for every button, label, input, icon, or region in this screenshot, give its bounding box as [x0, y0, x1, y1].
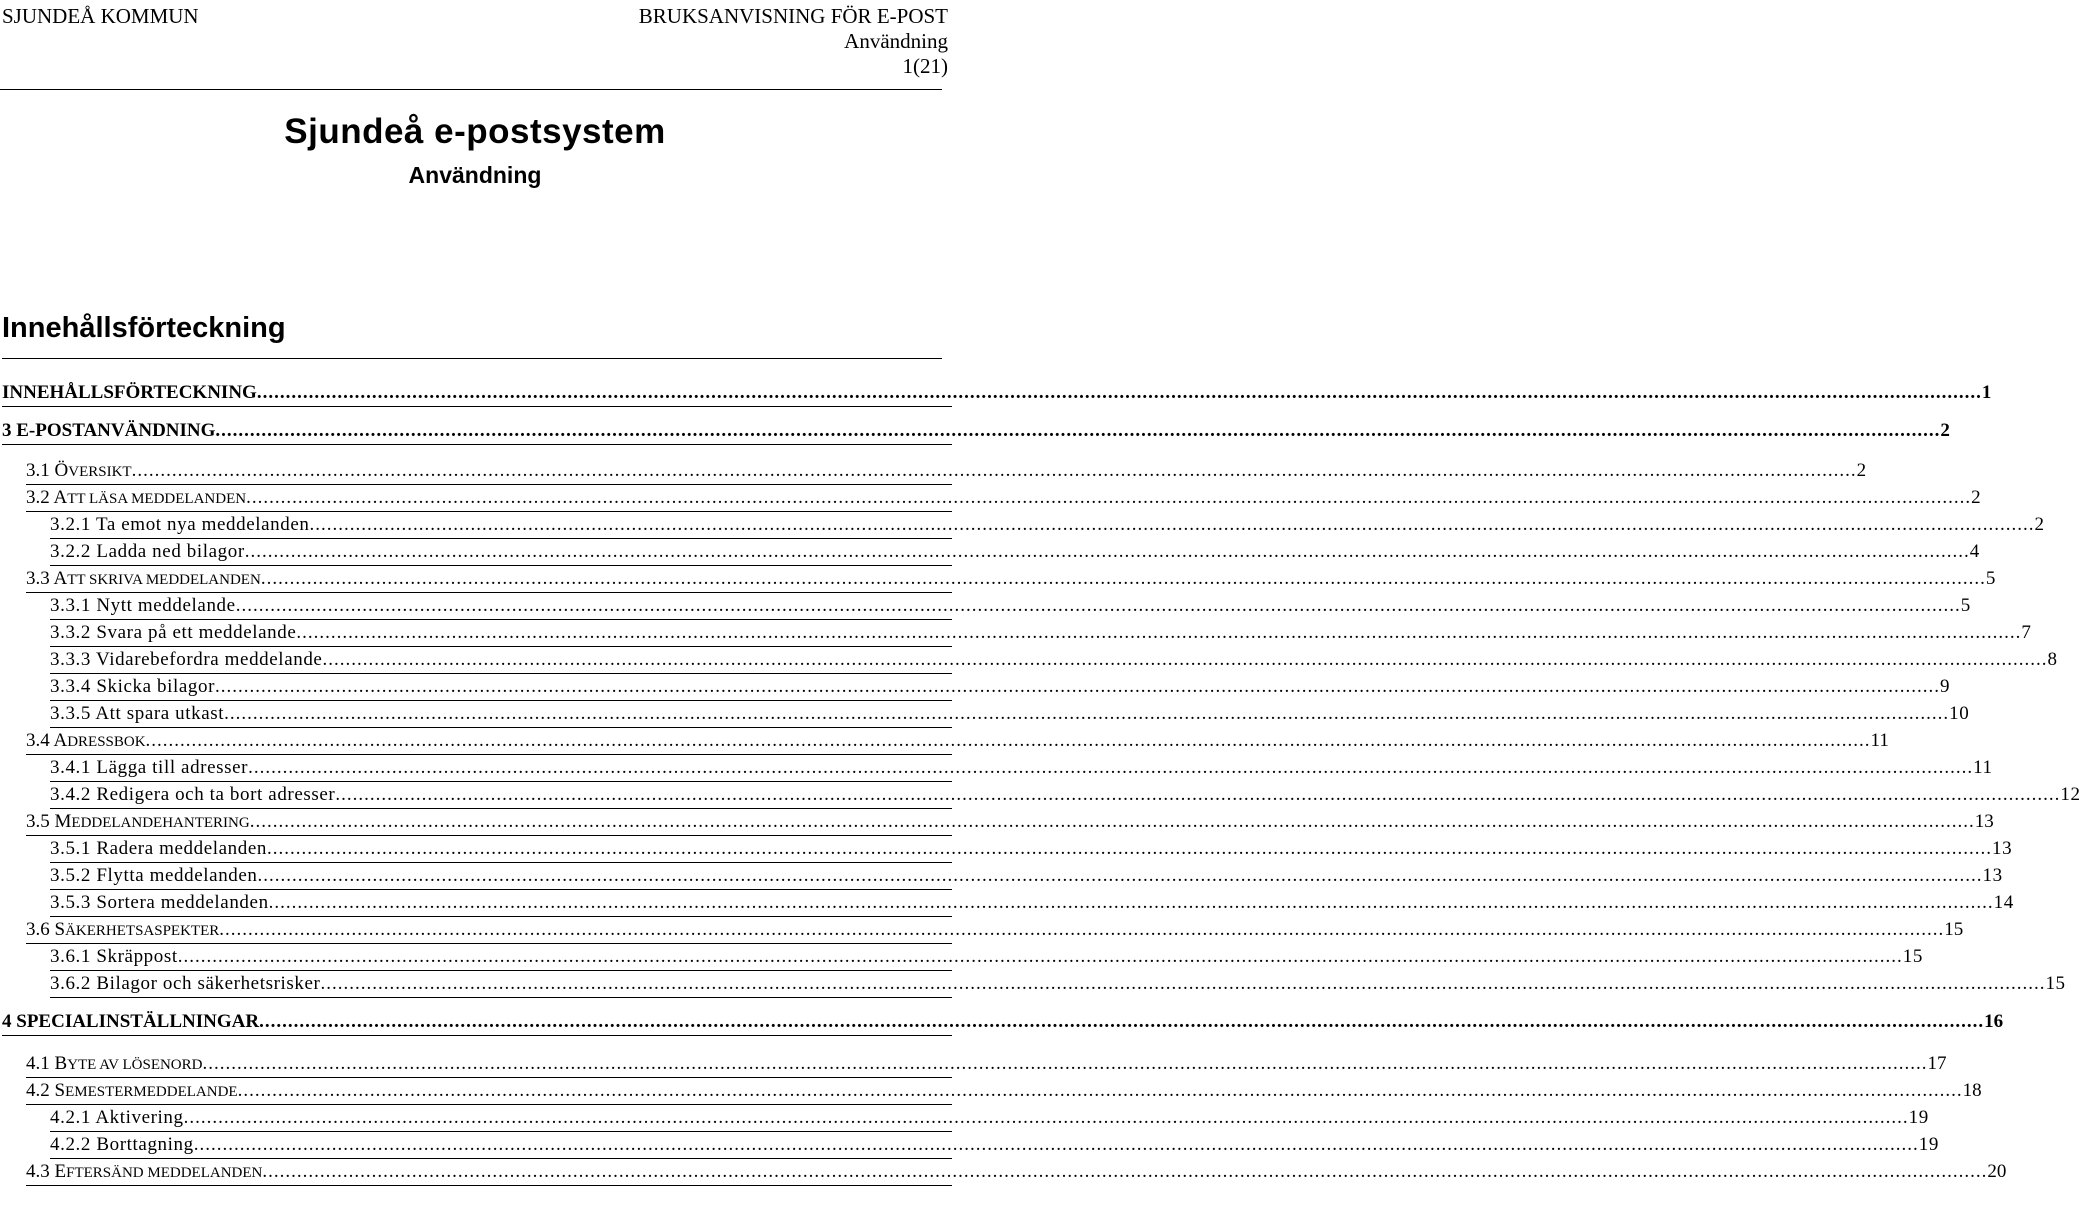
toc-leader-dots: ............................................................................................................................................................................................................................................................................................................	[256, 382, 1982, 403]
toc-entry-text: E	[54, 1161, 67, 1182]
toc-entry-number: 3.5.1	[50, 838, 97, 859]
toc-entry-text-smallcaps: DRESSBOK	[67, 734, 146, 750]
toc-entry-number: 3.4.1	[50, 757, 97, 778]
toc-entry-title	[50, 595, 236, 617]
toc-entry-text: B	[54, 1053, 68, 1074]
toc-entry-title	[50, 541, 245, 563]
toc-leader-dots: ............................................................................................................................................................................................................................................................................................................	[193, 1134, 1919, 1155]
toc-leader-dots: ............................................................................................................................................................................................................................................................................................................	[262, 1161, 1988, 1182]
toc-leader-dots: ............................................................................................................................................................................................................................................................................................................	[249, 811, 1975, 832]
toc-entry[interactable]	[50, 701, 1970, 725]
toc-leader-dots: ............................................................................................................................................................................................................................................................................................................	[296, 622, 2022, 643]
toc-entry-number: 4.2.1	[50, 1107, 96, 1128]
toc-entry[interactable]	[50, 1132, 1939, 1156]
toc-entry-text: S	[54, 919, 66, 940]
toc-leader-dots: ............................................................................................................................................................................................................................................................................................................	[257, 865, 1983, 886]
toc-leader-dots: ............................................................................................................................................................................................................................................................................................................	[177, 946, 1903, 967]
toc-entry-title	[50, 892, 269, 914]
toc-entry-text: Att spara utkast	[95, 703, 225, 724]
toc-entry-title	[50, 838, 267, 860]
toc-entry-number: 3.4.2	[50, 784, 97, 805]
toc-entry-text: Bilagor och säkerhetsrisker	[96, 973, 321, 994]
toc-page-number: 5	[1960, 595, 1971, 616]
toc-entry-text-smallcaps: TT LÄSA MEDDELANDEN	[67, 491, 247, 507]
toc-page-number: 13	[1982, 865, 2003, 886]
toc-page-number: 11	[1973, 757, 1993, 778]
toc-page-number: 2	[1971, 487, 1981, 508]
toc-entry-number: 3	[2, 420, 17, 441]
toc-leader-dots: ............................................................................................................................................................................................................................................................................................................	[215, 420, 1941, 441]
toc-leader-dots: ............................................................................................................................................................................................................................................................................................................	[215, 676, 1941, 697]
toc-page-number: 19	[1918, 1134, 1939, 1155]
toc-entry-title	[26, 487, 246, 509]
toc-entry-title	[50, 514, 310, 536]
toc-leader-dots: ............................................................................................................................................................................................................................................................................................................	[259, 1011, 1985, 1032]
toc-page-number: 13	[1992, 838, 2013, 859]
toc-page-number: 11	[1870, 730, 1889, 751]
toc-entry-text: SPECIALINSTÄLLNINGAR	[16, 1011, 260, 1032]
toc-entry-title	[50, 676, 215, 698]
toc-entry-text: A	[53, 730, 68, 751]
toc-entry[interactable]	[26, 917, 1964, 941]
toc-entry[interactable]	[26, 1051, 1947, 1075]
toc-entry-text-smallcaps: ÄKERHETSASPEKTER	[65, 923, 220, 939]
toc-entry-text-smallcaps: YTE AV LÖSENORD	[67, 1057, 203, 1073]
toc-entry[interactable]	[50, 782, 2081, 806]
toc-entry-title	[50, 703, 224, 725]
toc-page-number: 15	[1944, 919, 1964, 940]
toc-entry-title	[50, 622, 296, 644]
toc-heading: Innehållsförteckning	[2, 312, 286, 344]
document-subtitle: Användning	[408, 162, 542, 188]
toc-entry[interactable]	[50, 944, 1923, 968]
toc-entry[interactable]	[50, 755, 1993, 779]
toc-leader-dots: ............................................................................................................................................................................................................................................................................................................	[322, 649, 2048, 670]
toc-entry-text: Flytta meddelanden	[96, 865, 258, 886]
toc-entry-title	[26, 568, 261, 590]
toc-entry[interactable]	[50, 890, 2014, 914]
toc-leader-dots: ............................................................................................................................................................................................................................................................................................................	[246, 487, 1972, 508]
toc-entry-number: 3.6	[26, 919, 55, 940]
toc-entry[interactable]	[2, 380, 1992, 404]
toc-entry[interactable]	[50, 1105, 1929, 1129]
toc-entry[interactable]	[50, 647, 2058, 671]
toc-entry-number: 3.1	[26, 460, 55, 481]
toc-entry-text: Redigera och ta bort adresser	[96, 784, 336, 805]
toc-page-number: 2	[2034, 514, 2045, 535]
toc-page-number: 16	[1984, 1011, 2004, 1032]
toc-page-number: 12	[2060, 784, 2081, 805]
toc-page-number: 7	[2021, 622, 2032, 643]
toc-entry-number: 3.5.2	[50, 865, 97, 886]
toc-entry-number: 3.6.2	[50, 973, 97, 994]
toc-entry-title	[26, 811, 250, 833]
toc-page-number: 4	[1969, 541, 1980, 562]
toc-page-number: 2	[1856, 460, 1867, 481]
toc-entry[interactable]	[26, 458, 1867, 482]
toc-leader-dots: ............................................................................................................................................................................................................................................................................................................	[248, 757, 1974, 778]
toc-entry-number: 4.2.2	[50, 1134, 97, 1155]
toc-entry-number: 3.3.4	[50, 676, 97, 697]
toc-page-number: 8	[2047, 649, 2058, 670]
document-title: Sjundeå e-postsystem	[284, 112, 666, 151]
toc-page-number: 14	[1993, 892, 2014, 913]
toc-entry-title	[50, 757, 248, 779]
toc-entry-number: 4.2	[26, 1080, 55, 1101]
toc-entry[interactable]	[26, 1078, 1982, 1102]
toc-page-number: 15	[1902, 946, 1923, 967]
toc-page-number: 17	[1927, 1053, 1947, 1074]
toc-entry-title	[50, 973, 320, 995]
toc-entry[interactable]	[50, 971, 2066, 995]
toc-leader-dots: ............................................................................................................................................................................................................................................................................................................	[237, 1080, 1963, 1101]
toc-leader-dots: ............................................................................................................................................................................................................................................................................................................	[335, 784, 2061, 805]
toc-entry-text: Lägga till adresser	[96, 757, 249, 778]
toc-entry-number: 3.3	[26, 568, 54, 589]
toc-entry-text-smallcaps: EMESTERMEDDELANDE	[65, 1084, 238, 1100]
toc-entry-text-smallcaps: FTERSÄND MEDDELANDEN	[66, 1165, 263, 1181]
toc-entry-title	[2, 420, 215, 442]
toc-entry-rule	[2, 1035, 952, 1036]
toc-entry[interactable]	[50, 539, 1980, 563]
toc-entry-title	[50, 1107, 184, 1129]
toc-leader-dots: ............................................................................................................................................................................................................................................................................................................	[183, 1107, 1909, 1128]
toc-page-number: 9	[1940, 676, 1951, 697]
toc-entry-title	[26, 460, 132, 482]
toc-entry-text: S	[54, 1080, 66, 1101]
toc-entry-title	[26, 1080, 238, 1102]
toc-leader-dots: ............................................................................................................................................................................................................................................................................................................	[202, 1053, 1928, 1074]
toc-entry-text: Sortera meddelanden	[96, 892, 269, 913]
toc-entry-text: A	[53, 568, 68, 589]
toc-entry-number: 4.1	[26, 1053, 55, 1074]
toc-page-number: 1	[1981, 382, 1992, 403]
toc-entry-text: Skicka bilagor	[96, 676, 216, 697]
toc-entry-title	[50, 865, 258, 887]
toc-entry-title	[26, 730, 146, 752]
toc-entry-number: 3.5.3	[50, 892, 97, 913]
toc-entry-text: Aktivering	[95, 1107, 184, 1128]
toc-entry[interactable]	[50, 620, 2032, 644]
toc-entry-title	[50, 1134, 194, 1156]
toc-leader-dots: ............................................................................................................................................................................................................................................................................................................	[244, 541, 1970, 562]
toc-entry-title	[50, 946, 178, 968]
toc-entry[interactable]	[2, 418, 1950, 442]
header-section: Användning	[844, 29, 948, 53]
toc-entry[interactable]	[26, 566, 1996, 590]
toc-entry-number: 3.3.1	[50, 595, 97, 616]
toc-page-number: 2	[1940, 420, 1950, 441]
toc-page-number: 18	[1962, 1080, 1982, 1101]
toc-leader-dots: ............................................................................................................................................................................................................................................................................................................	[235, 595, 1961, 616]
toc-entry-text: INNEHÅLLSFÖRTECKNING	[2, 382, 257, 403]
toc-entry-number: 3.3.2	[50, 622, 97, 643]
toc-entry-text: Skräppost	[96, 946, 178, 967]
toc-leader-dots: ............................................................................................................................................................................................................................................................................................................	[320, 973, 2046, 994]
toc-entry-title	[26, 919, 219, 941]
toc-entry-number: 3.2.2	[50, 541, 97, 562]
toc-entry-text: Ladda ned bilagor	[96, 541, 245, 562]
toc-entry-rule	[2, 444, 952, 445]
toc-leader-dots: ............................................................................................................................................................................................................................................................................................................	[145, 730, 1871, 751]
toc-entry-title	[50, 649, 322, 671]
toc-entry[interactable]	[2, 1009, 2004, 1033]
toc-entry-number: 4	[2, 1011, 17, 1032]
toc-entry[interactable]	[26, 1159, 2007, 1183]
toc-entry-text: Vidarebefordra meddelande	[96, 649, 323, 670]
toc-entry-rule	[26, 1185, 952, 1186]
toc-entry-text-smallcaps: TT SKRIVA MEDDELANDEN	[67, 572, 261, 588]
toc-entry-text-smallcaps: VERSIKT	[68, 464, 132, 480]
toc-entry-title	[2, 1011, 259, 1033]
toc-entry-text: M	[54, 811, 72, 832]
toc-entry-text: Ta emot nya meddelanden	[96, 514, 310, 535]
toc-entry-text: Nytt meddelande	[96, 595, 236, 616]
header-organization: SJUNDEÅ KOMMUN	[2, 4, 199, 28]
toc-entry-number: 3.2.1	[50, 514, 97, 535]
toc-entry-text: E-POSTANVÄNDNING	[16, 420, 216, 441]
toc-entry-text: Borttagning	[96, 1134, 194, 1155]
toc-page-number: 19	[1908, 1107, 1929, 1128]
toc-entry-number: 4.3	[26, 1161, 55, 1182]
toc-entry-number: 3.3.5	[50, 703, 96, 724]
toc-entry-rule	[2, 406, 952, 407]
toc-entry-title	[26, 1161, 262, 1183]
toc-page-number: 5	[1985, 568, 1996, 589]
toc-entry[interactable]	[50, 863, 2003, 887]
toc-entry-rule	[50, 997, 952, 998]
toc-entry-title	[26, 1053, 202, 1075]
header-page-number: 1(21)	[902, 54, 948, 78]
toc-entry-text: Ö	[54, 460, 69, 481]
toc-entry[interactable]	[26, 728, 1889, 752]
toc-entry-number: 3.6.1	[50, 946, 97, 967]
toc-leader-dots: ............................................................................................................................................................................................................................................................................................................	[309, 514, 2035, 535]
header-doc-type: BRUKSANVISNING FÖR E-POST	[638, 4, 948, 28]
toc-entry[interactable]	[26, 809, 1994, 833]
toc-entry[interactable]	[50, 674, 1951, 698]
toc-entry-number: 3.3.3	[50, 649, 97, 670]
toc-leader-dots: ............................................................................................................................................................................................................................................................................................................	[268, 892, 1994, 913]
toc-entry-title	[50, 784, 335, 806]
toc-page-number: 15	[2045, 973, 2066, 994]
toc-leader-dots: ............................................................................................................................................................................................................................................................................................................	[131, 460, 1857, 481]
toc-page-number: 10	[1949, 703, 1970, 724]
toc-leader-dots: ............................................................................................................................................................................................................................................................................................................	[260, 568, 1986, 589]
toc-entry-number: 3.2	[26, 487, 54, 508]
toc-entry-text: A	[53, 487, 68, 508]
toc-entry[interactable]	[26, 485, 1981, 509]
toc-leader-dots: ............................................................................................................................................................................................................................................................................................................	[219, 919, 1945, 940]
toc-leader-dots: ............................................................................................................................................................................................................................................................................................................	[224, 703, 1950, 724]
toc-page-number: 13	[1974, 811, 1994, 832]
toc-entry[interactable]	[50, 593, 1971, 617]
toc-page-number: 20	[1987, 1161, 2007, 1182]
toc-entry[interactable]	[50, 836, 2013, 860]
toc-entry[interactable]	[50, 512, 2045, 536]
toc-entry-text-smallcaps: EDDELANDEHANTERING	[71, 815, 250, 831]
toc-entry-number: 3.4	[26, 730, 54, 751]
toc-entry-text: Svara på ett meddelande	[96, 622, 297, 643]
toc-entry-text: Radera meddelanden	[96, 838, 267, 859]
toc-entry-title	[2, 382, 257, 404]
toc-leader-dots: ............................................................................................................................................................................................................................................................................................................	[267, 838, 1992, 859]
toc-entry-number: 3.5	[26, 811, 55, 832]
